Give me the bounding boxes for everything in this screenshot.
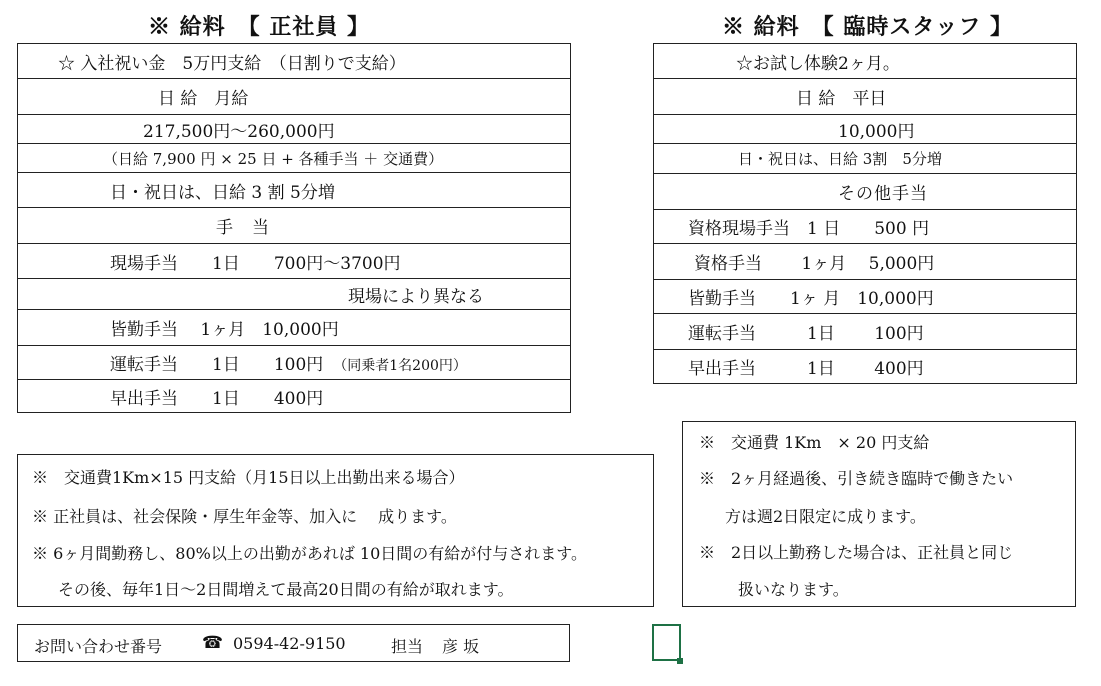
full-time-salary-table: [17, 43, 571, 413]
note-paid-leave-cont: その後、毎年1日～2日間増えて最高20日間の有給が取れます。: [58, 580, 514, 599]
full-time-notes: [17, 454, 654, 607]
fill-handle[interactable]: [677, 658, 683, 664]
temp-daily-header: 日 給 平日: [654, 79, 1077, 115]
note-paid-leave: ※ 6ヶ月間勤務し、80%以上の出勤があれば 10日間の有給が付与されます。: [32, 544, 587, 563]
trial-row: ☆お試し体験2ヶ月。: [654, 44, 1077, 79]
temp-note-continue: ※ 2ヶ月経過後、引き続き臨時で働きたい: [699, 469, 1014, 488]
note-transport: ※ 交通費1Km×15 円支給（月15日以上出勤出来る場合）: [32, 468, 465, 487]
passenger-note: （同乗者1名200円）: [333, 358, 467, 374]
other-allowance-header: その他手当: [654, 174, 1077, 210]
salary-formula: （日給 7,900 円 × 25 日 + 各種手当 ＋ 交通費）: [18, 144, 571, 173]
qualified-site-allowance: 資格現場手当 1 日 500 円: [654, 210, 1077, 244]
phone-icon: ☎: [202, 633, 224, 653]
allowance-header: 手 当: [18, 208, 571, 244]
note-insurance: ※ 正社員は、社会保険・厚生年金等、加入に 成ります。: [32, 507, 457, 526]
temp-note-transport: ※ 交通費 1Km × 20 円支給: [699, 433, 930, 452]
cell-selection[interactable]: [652, 624, 681, 661]
early-allowance: 早出手当 1日 400円: [18, 380, 571, 413]
attendance-allowance: 皆勤手当 1ヶ月 10,000円: [18, 310, 571, 346]
qualification-allowance: 資格手当 1ヶ月 5,000円: [654, 244, 1077, 280]
bonus-row: ☆ 入社祝い金 5万円支給 （日割りで支給）: [18, 44, 571, 79]
driving-allowance: [18, 346, 571, 380]
temp-driving-allowance: 運転手当 1日 100円: [654, 314, 1077, 350]
temp-note-same-cont: 扱いなります。: [738, 580, 849, 599]
temp-staff-title: ※ 給料 【 臨時スタッフ 】: [722, 14, 1013, 40]
contact-phone: 0594-42-9150: [233, 634, 346, 653]
salary-range: 217,500円～260,000円: [18, 115, 571, 144]
temp-early-allowance: 早出手当 1日 400円: [654, 350, 1077, 384]
temp-attendance-allowance: 皆勤手当 1ヶ 月 10,000円: [654, 280, 1077, 314]
full-time-title: ※ 給料 【 正社員 】: [148, 14, 370, 40]
contact-label: お問い合わせ番号: [34, 637, 163, 656]
contact-person-label: 担当: [391, 637, 424, 656]
site-allowance: 現場手当 1日 700円～3700円: [18, 244, 571, 279]
temp-staff-salary-table: [653, 43, 1077, 384]
temp-holiday-rate: 日・祝日は、日給 3割 5分増: [654, 144, 1077, 174]
site-allowance-note: 現場により異なる: [18, 279, 571, 310]
temp-staff-notes: [682, 421, 1076, 607]
contact-person: 彦 坂: [442, 637, 480, 656]
daily-monthly-header: 日 給 月給: [18, 79, 571, 115]
contact-box: [17, 624, 570, 662]
driving-allowance-text: 運転手当 1日 100円: [110, 355, 324, 375]
temp-daily-wage: 10,000円: [654, 115, 1077, 144]
holiday-rate: 日・祝日は、日給 3 割 5分増: [18, 173, 571, 208]
temp-note-same: ※ 2日以上勤務した場合は、正社員と同じ: [699, 543, 1014, 562]
temp-note-continue-cont: 方は週2日限定に成ります。: [725, 507, 926, 526]
